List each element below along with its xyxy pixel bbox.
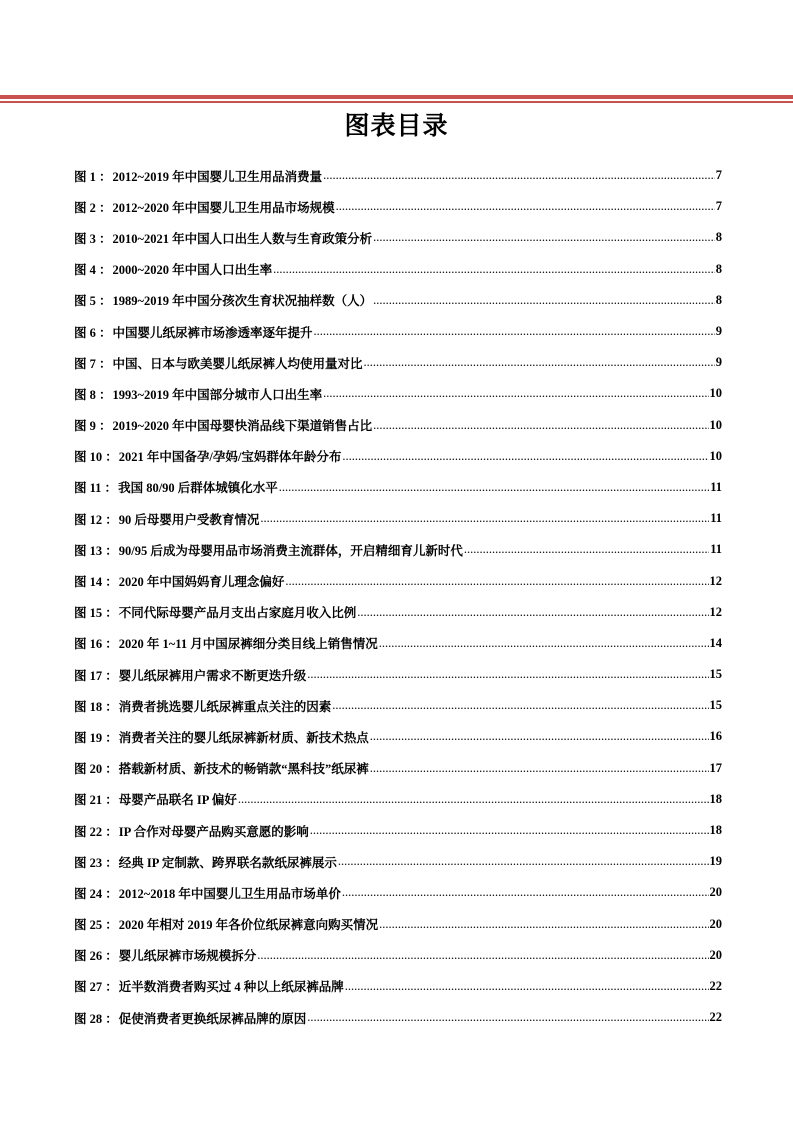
entry-title: 我国 80/90 后群体城镇化水平	[118, 481, 278, 496]
toc-entry-3[interactable]	[74, 222, 722, 253]
toc-entry-9[interactable]	[74, 410, 722, 441]
entry-page-number: 10	[709, 386, 722, 401]
toc-entry-22[interactable]	[74, 815, 722, 846]
figure-list	[74, 160, 722, 1033]
entry-label: 图 18 ：	[74, 699, 118, 714]
entry-title: 中国婴儿纸尿裤市场渗透率逐年提升	[112, 325, 313, 340]
entry-label: 图 27 ：	[74, 980, 118, 995]
leader-dots	[342, 885, 709, 900]
leader-dots	[257, 948, 708, 963]
entry-title: 母婴产品联名 IP 偏好	[118, 793, 237, 808]
entry-page-number: 17	[709, 760, 722, 775]
toc-entry-25[interactable]	[74, 909, 722, 940]
leader-dots	[357, 605, 708, 620]
entry-title: 2019~2020 年中国母婴快消品线下渠道销售占比	[112, 419, 373, 434]
entry-page-number: 12	[709, 604, 722, 619]
leader-dots	[279, 480, 709, 495]
entry-page-number: 7	[715, 199, 722, 214]
leader-dots	[238, 792, 709, 807]
entry-page-number: 20	[709, 916, 722, 931]
leader-dots	[373, 230, 715, 245]
toc-entry-13[interactable]	[74, 534, 722, 565]
leader-dots	[373, 418, 708, 433]
entry-page-number: 8	[715, 292, 722, 307]
entry-label: 图 25 ：	[74, 918, 118, 933]
entry-label: 图 13 ：	[74, 543, 118, 558]
entry-title: 消费者挑选婴儿纸尿裤重点关注的因素	[118, 699, 332, 714]
entry-label: 图 2 ：	[74, 200, 112, 215]
toc-entry-17[interactable]	[74, 659, 722, 690]
entry-label: 图 7 ：	[74, 356, 112, 371]
toc-entry-23[interactable]	[74, 846, 722, 877]
leader-dots	[323, 386, 708, 401]
entry-title: 消费者关注的婴儿纸尿裤新材质、新技术热点	[118, 730, 369, 745]
entry-label: 图 26 ：	[74, 949, 118, 964]
entry-title: 中国、日本与欧美婴儿纸尿裤人均使用量对比	[112, 356, 363, 371]
entry-label: 图 28 ：	[74, 1011, 118, 1026]
leader-dots	[464, 542, 709, 557]
entry-title: 婴儿纸尿裤用户需求不断更迭升级	[118, 668, 307, 683]
entry-title: 搭载新材质、新技术的畅销款“黑科技”纸尿裤	[118, 762, 369, 777]
entry-label: 图 10 ：	[74, 450, 118, 465]
leader-dots	[314, 324, 715, 339]
entry-page-number: 7	[715, 168, 722, 183]
leader-dots	[323, 168, 715, 183]
entry-page-number: 8	[715, 261, 722, 276]
entry-page-number: 9	[715, 355, 722, 370]
leader-dots	[285, 574, 708, 589]
toc-entry-18[interactable]	[74, 690, 722, 721]
toc-entry-8[interactable]	[74, 378, 722, 409]
entry-page-number: 11	[710, 479, 722, 494]
entry-page-number: 11	[710, 511, 722, 526]
toc-entry-15[interactable]	[74, 597, 722, 628]
leader-dots	[364, 355, 715, 370]
entry-page-number: 10	[709, 417, 722, 432]
entry-title: 促使消费者更换纸尿裤品牌的原因	[118, 1011, 307, 1026]
entry-title: IP 合作对母婴产品购买意愿的影响	[118, 824, 309, 839]
toc-entry-28[interactable]	[74, 1002, 722, 1033]
entry-title: 不同代际母婴产品月支出占家庭月收入比例	[118, 606, 357, 621]
header-rule-thick	[0, 95, 793, 99]
entry-page-number: 22	[709, 978, 722, 993]
leader-dots	[379, 917, 708, 932]
toc-entry-24[interactable]	[74, 877, 722, 908]
leader-dots	[336, 199, 715, 214]
entry-label: 图 15 ：	[74, 606, 118, 621]
entry-page-number: 14	[709, 635, 722, 650]
leader-dots	[273, 262, 715, 277]
entry-title: 2012~2020 年中国婴儿卫生用品市场规模	[112, 200, 335, 215]
toc-entry-14[interactable]	[74, 565, 722, 596]
entry-label: 图 8 ：	[74, 387, 112, 402]
entry-page-number: 19	[709, 854, 722, 869]
leader-dots	[307, 667, 708, 682]
entry-title: 2021 年中国备孕/孕妈/宝妈群体年龄分布	[118, 450, 342, 465]
entry-page-number: 11	[710, 542, 722, 557]
entry-title: 90/95 后成为母婴用品市场消费主流群体，开启精细育儿新时代	[118, 543, 463, 558]
leader-dots	[342, 449, 708, 464]
toc-entry-16[interactable]	[74, 628, 722, 659]
leader-dots	[373, 293, 715, 308]
entry-label: 图 19 ：	[74, 730, 118, 745]
leader-dots	[307, 1010, 708, 1025]
entry-label: 图 14 ：	[74, 575, 118, 590]
entry-page-number: 20	[709, 947, 722, 962]
leader-dots	[345, 979, 709, 994]
entry-title: 2000~2020 年中国人口出生率	[112, 263, 273, 278]
toc-entry-19[interactable]	[74, 721, 722, 752]
leader-dots	[260, 511, 709, 526]
leader-dots	[310, 823, 709, 838]
toc-entry-7[interactable]	[74, 347, 722, 378]
page-title: 图表目录	[344, 113, 449, 140]
entry-title: 2020 年中国妈妈育儿理念偏好	[118, 575, 285, 590]
entry-page-number: 12	[709, 573, 722, 588]
entry-label: 图 22 ：	[74, 824, 118, 839]
entry-label: 图 23 ：	[74, 855, 118, 870]
entry-page-number: 18	[709, 823, 722, 838]
entry-label: 图 24 ：	[74, 886, 118, 901]
entry-title: 90 后母婴用户受教育情况	[118, 512, 260, 527]
toc-entry-1[interactable]	[74, 160, 722, 191]
toc-entry-2[interactable]	[74, 191, 722, 222]
toc-entry-10[interactable]	[74, 441, 722, 472]
entry-label: 图 6 ：	[74, 325, 112, 340]
entry-label: 图 5 ：	[74, 294, 112, 309]
entry-page-number: 22	[709, 1010, 722, 1025]
entry-page-number: 18	[709, 791, 722, 806]
entry-page-number: 16	[709, 729, 722, 744]
entry-page-number: 20	[709, 885, 722, 900]
entry-page-number: 15	[709, 667, 722, 682]
entry-title: 婴儿纸尿裤市场规模拆分	[118, 949, 257, 964]
leader-dots	[332, 698, 708, 713]
leader-dots	[370, 761, 709, 776]
toc-entry-4[interactable]	[74, 254, 722, 285]
entry-label: 图 16 ：	[74, 637, 118, 652]
entry-title: 1989~2019 年中国分孩次生育状况抽样数（人）	[112, 294, 373, 309]
entry-title: 2012~2019 年中国婴儿卫生用品消费量	[112, 169, 323, 184]
entry-label: 图 20 ：	[74, 762, 118, 777]
toc-entry-27[interactable]	[74, 971, 722, 1002]
toc-entry-12[interactable]	[74, 503, 722, 534]
toc-entry-20[interactable]	[74, 753, 722, 784]
entry-label: 图 4 ：	[74, 263, 112, 278]
entry-title: 2020 年相对 2019 年各价位纸尿裤意向购买情况	[118, 918, 379, 933]
entry-title: 近半数消费者购买过 4 种以上纸尿裤品牌	[118, 980, 344, 995]
toc-entry-21[interactable]	[74, 784, 722, 815]
entry-label: 图 11 ：	[74, 481, 118, 496]
leader-dots	[379, 636, 709, 651]
entry-label: 图 17 ：	[74, 668, 118, 683]
toc-entry-6[interactable]	[74, 316, 722, 347]
entry-label: 图 9 ：	[74, 419, 112, 434]
entry-page-number: 8	[715, 230, 722, 245]
entry-page-number: 9	[715, 324, 722, 339]
leader-dots	[370, 729, 709, 744]
toc-entry-26[interactable]	[74, 940, 722, 971]
toc-entry-11[interactable]	[74, 472, 722, 503]
entry-label: 图 1 ：	[74, 169, 112, 184]
entry-title: 2012~2018 年中国婴儿卫生用品市场单价	[118, 886, 341, 901]
entry-label: 图 21 ：	[74, 793, 118, 808]
toc-entry-5[interactable]	[74, 285, 722, 316]
entry-page-number: 10	[709, 448, 722, 463]
entry-title: 2020 年 1~11 月中国尿裤细分类目线上销售情况	[118, 637, 378, 652]
entry-title: 经典 IP 定制款、跨界联名款纸尿裤展示	[118, 855, 337, 870]
entry-title: 2010~2021 年中国人口出生人数与生育政策分析	[112, 231, 373, 246]
entry-label: 图 3 ：	[74, 231, 112, 246]
entry-title: 1993~2019 年中国部分城市人口出生率	[112, 387, 323, 402]
header-rule-thin	[0, 101, 793, 103]
entry-page-number: 15	[709, 698, 722, 713]
entry-label: 图 12 ：	[74, 512, 118, 527]
leader-dots	[338, 854, 709, 869]
